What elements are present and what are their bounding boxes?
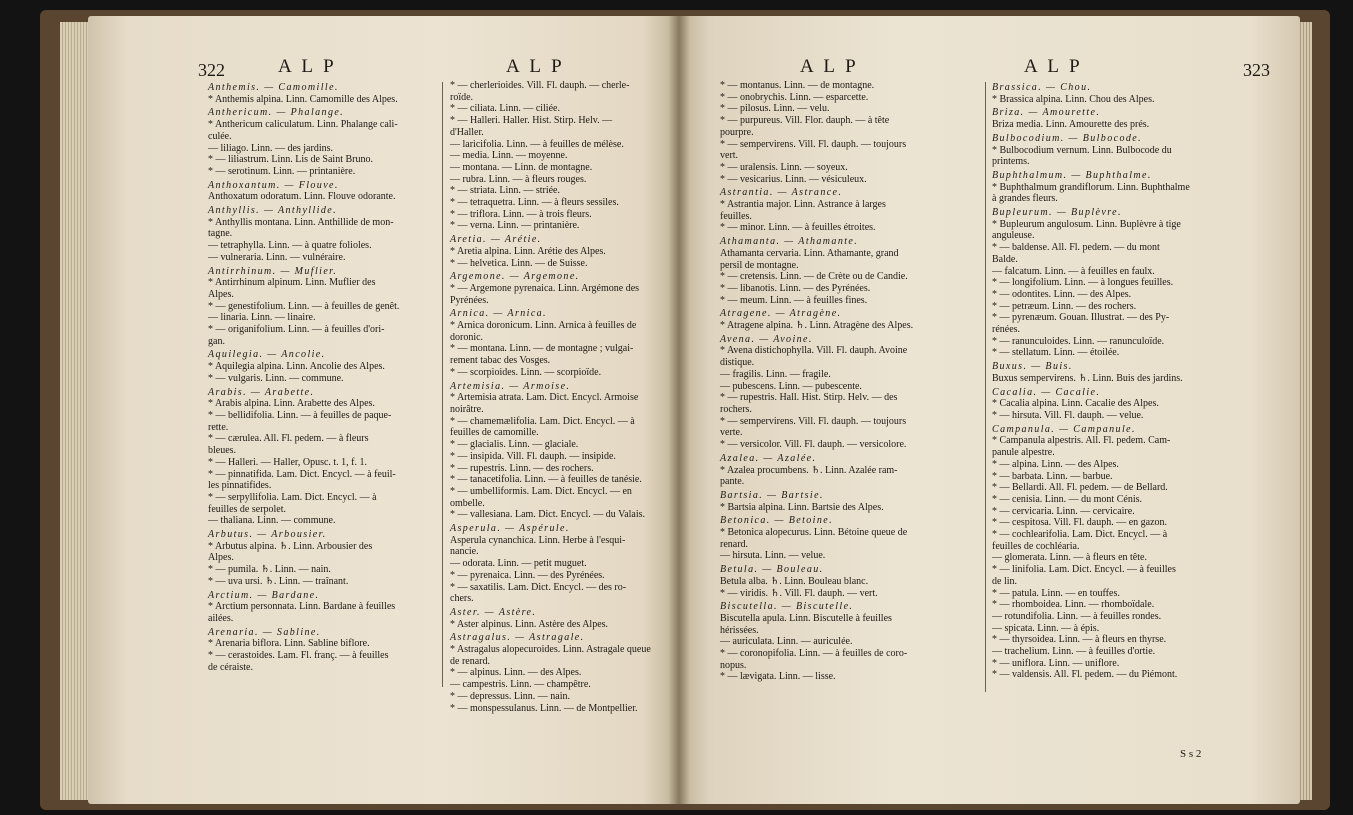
entry-line: * — lævigata. Linn. — lisse. [720, 671, 836, 683]
page-number: 323 [1243, 60, 1270, 80]
entry-line: — fragilis. Linn. — fragile. [720, 368, 831, 380]
genus-heading: Aster. — Astère. [450, 606, 537, 618]
text-column-left [720, 80, 978, 683]
entry-line: — hirsuta. Linn. — velue. [720, 550, 826, 562]
entry-line: bleues. [208, 445, 237, 457]
entry-line: ailées. [208, 612, 234, 624]
entry-line: Athamanta cervaria. Linn. Athamante, grand [720, 247, 899, 259]
entry-line: * Arenaria biflora. Linn. Sabline biflore. [208, 638, 370, 650]
genus-heading: Antirrhinum. — Muflier. [208, 265, 338, 277]
entry-line: de lin. [992, 575, 1017, 587]
entry-line: * — thyrsoidea. Linn. — à fleurs en thyrse. [992, 634, 1167, 646]
entry-line: * — serpyllifolia. Lam. Dict. Encycl. — à [208, 491, 377, 503]
entry-line: * — helvetica. Linn. — de Suisse. [450, 257, 588, 269]
genus-heading: Anthyllis. — Anthyllide. [208, 205, 337, 217]
text-column-left [208, 80, 436, 673]
genus-heading: Astrantia. — Astrance. [720, 187, 843, 199]
entry-line: * Artemisia atrata. Lam. Dict. Encycl. Armoise [450, 392, 639, 404]
entry-line: de renard. [450, 655, 490, 667]
entry-line: verte. [720, 427, 743, 439]
entry-line: * Arctium personnata. Linn. Bardane à feuilles [208, 601, 396, 613]
entry-line: * Campanula alpestris. All. Fl. pedem. Cam- [992, 435, 1171, 447]
entry-line: anguleuse. [992, 230, 1035, 242]
entry-line: * — vesicarius. Linn. — vésiculeux. [720, 173, 867, 185]
entry-line: * — liliastrum. Linn. Lis de Saint Bruno. [208, 154, 373, 166]
entry-line: printems. [992, 156, 1030, 168]
text-column-right [992, 80, 1254, 681]
entry-line: Anthoxatum odoratum. Linn. Flouve odorante. [208, 191, 396, 203]
genus-heading: Betula. — Bouleau. [720, 564, 824, 576]
entry-line: — liliago. Linn. — des jardins. [208, 142, 333, 154]
entry-line: * Cacalia alpina. Linn. Cacalie des Alpes. [992, 398, 1159, 410]
entry-line: — tetraphylla. Linn. — à quatre folioles. [208, 240, 372, 252]
entry-line: — pubescens. Linn. — pubescente. [720, 380, 862, 392]
entry-line: — laricifolia. Linn. — à feuilles de mélèse. [450, 138, 624, 150]
entry-line: Buxus sempervirens. ♄. Linn. Buis des jardins. [992, 372, 1183, 384]
entry-line: Briza media. Linn. Amourette des prés. [992, 119, 1150, 131]
entry-line: * — cretensis. Linn. — de Crète ou de Candie. [720, 271, 908, 283]
page-edges-right [1298, 22, 1312, 800]
entry-line: * — stellatum. Linn. — étoilée. [992, 347, 1120, 359]
genus-heading: Anthericum. — Phalange. [208, 107, 345, 119]
text-column-right [450, 80, 672, 714]
genus-heading: Campanula. — Campanule. [992, 423, 1136, 435]
genus-heading: Arctium. — Bardane. [208, 589, 320, 601]
entry-line: doronic. [450, 331, 484, 343]
genus-heading: Anthemis. — Camomille. [208, 82, 339, 93]
genus-heading: Aretia. — Arétie. [450, 234, 542, 246]
entry-line: * — Halleri. — Haller, Opusc. t. 1, f. 1. [208, 456, 368, 468]
entry-line: Alpes. [208, 552, 234, 564]
right-page [678, 16, 1300, 804]
page-edges-left [60, 22, 90, 800]
entry-line: * — linifolia. Lam. Dict. Encycl. — à feuilles [992, 564, 1176, 576]
entry-line: Betula alba. ♄. Linn. Bouleau blanc. [720, 575, 869, 587]
entry-line: * — serotinum. Linn. — printanière. [208, 165, 356, 177]
genus-heading: Bupleurum. — Buplèvre. [992, 207, 1122, 219]
entry-line: * Azalea procumbens. ♄. Linn. Azalée ram- [720, 464, 898, 476]
entry-line: — glomerata. Linn. — à fleurs en tête. [992, 552, 1147, 564]
entry-line: * — hirsuta. Vill. Fl. dauph. — velue. [992, 409, 1144, 421]
entry-line: — falcatum. Linn. — à feuilles en faulx. [992, 265, 1155, 277]
entry-line: * — rupestris. Hall. Hist. Stirp. Helv. — des [720, 392, 898, 404]
entry-line: * Bulbocodium vernum. Linn. Bulbocode du [992, 144, 1172, 156]
signature-mark: S s 2 [1180, 748, 1202, 760]
entry-line: * — sempervirens. Vill. Fl. dauph. — toujours [720, 415, 907, 427]
entry-line: persil de montagne. [720, 259, 799, 271]
entry-line: * — rhomboidea. Linn. — rhomboïdale. [992, 599, 1155, 611]
entry-line: — campestris. Linn. — champêtre. [450, 679, 591, 691]
entry-line: * — longifolium. Linn. — à longues feuilles. [992, 277, 1174, 289]
entry-line: * — purpureus. Vill. Flor. dauph. — à tête [720, 115, 890, 127]
entry-line: * — cervicaria. Linn. — cervicaire. [992, 505, 1135, 517]
entry-line: — media. Linn. — moyenne. [450, 150, 568, 162]
entry-line: culée. [208, 130, 232, 142]
running-head-right: A L P [506, 56, 565, 77]
entry-line: * — cenisia. Linn. — du mont Cénis. [992, 493, 1142, 505]
entry-line: * — vulgaris. Linn. — commune. [208, 372, 344, 384]
entry-line: * Antirrhinum alpinum. Linn. Muflier des [208, 277, 376, 289]
genus-heading: Avena. — Avoine. [720, 333, 813, 345]
entry-line: * Anthyllis montana. Linn. Anthillide de mon- [208, 216, 394, 228]
entry-line: Pyrénées. [450, 294, 489, 306]
running-head-right: A L P [1024, 56, 1083, 77]
entry-line: * — ranunculoides. Linn. — ranunculoïde. [992, 335, 1165, 347]
entry-line: * — striata. Linn. — striée. [450, 185, 560, 197]
entry-line: * Bartsia alpina. Linn. Bartsie des Alpes. [720, 501, 884, 513]
genus-heading: Arenaria. — Sabline. [208, 626, 321, 638]
entry-line: * Brassica alpina. Linn. Chou des Alpes. [992, 93, 1155, 105]
entry-line: * — depressus. Linn. — nain. [450, 690, 570, 702]
entry-line: * — Bellardi. All. Fl. pedem. — de Bellard. [992, 482, 1168, 494]
entry-line: renard. [720, 538, 749, 550]
entry-line: distique. [720, 357, 755, 369]
entry-line: gan. [208, 335, 225, 347]
entry-line: Alpes. [208, 288, 234, 300]
genus-heading: Athamanta. — Athamante. [720, 236, 859, 248]
entry-line: * — sempervirens. Vill. Fl. dauph. — toujours [720, 138, 907, 150]
entry-line: * — pyrenaica. Linn. — des Pyrénées. [450, 569, 605, 581]
entry-line: * — petræum. Linn. — des rochers. [992, 300, 1137, 312]
entry-line: — spicata. Linn. — à épis. [992, 622, 1100, 634]
entry-line: — rotundifolia. Linn. — à feuilles rondes. [992, 610, 1162, 622]
entry-line: * Aquilegia alpina. Linn. Ancolie des Alpes. [208, 361, 385, 373]
genus-heading: Bartsia. — Bartsie. [720, 489, 824, 501]
entry-line: * — bellidifolia. Linn. — à feuilles de paque- [208, 409, 392, 421]
entry-line: * — scorpioides. Linn. — scorpioïde. [450, 366, 602, 378]
genus-heading: Betonica. — Betoine. [720, 515, 833, 527]
genus-heading: Arbutus. — Arbousier. [208, 529, 327, 541]
entry-line: * Avena distichophylla. Vill. Fl. dauph. Avoine [720, 345, 908, 357]
entry-line: feuilles de cochléaria. [992, 540, 1080, 552]
entry-line: * Betonica alopecurus. Linn. Bétoine queue de [720, 527, 908, 539]
entry-line: * — pyrenæum. Gouan. Illustrat. — des Py- [992, 312, 1170, 324]
entry-line: * — onobrychis. Linn. — esparcette. [720, 91, 869, 103]
entry-line: * — umbelliformis. Lam. Dict. Encycl. — en [450, 485, 632, 497]
entry-line: * — cochlearifolia. Lam. Dict. Encycl. — à [992, 529, 1168, 541]
running-head-left: A L P [800, 56, 859, 77]
entry-line: * Buphthalmum grandiflorum. Linn. Buphthalme [992, 181, 1190, 193]
entry-line: vert. [720, 150, 739, 162]
entry-line: * — Argemone pyrenaica. Linn. Argémone des [450, 282, 640, 294]
entry-line: rette. [208, 421, 229, 433]
entry-line: * — genestifolium. Linn. — à feuilles de genêt. [208, 300, 400, 312]
entry-line: * — cærulea. All. Fl. pedem. — à fleurs [208, 433, 369, 445]
entry-line: feuilles de serpolet. [208, 503, 287, 515]
entry-line: * — barbata. Linn. — barbue. [992, 470, 1113, 482]
entry-line: rement tabac des Vosges. [450, 355, 551, 367]
column-rule [442, 82, 443, 687]
entry-line: * — uralensis. Linn. — soyeux. [720, 161, 848, 173]
entry-line: * — montanus. Linn. — de montagne. [720, 80, 875, 91]
entry-line: à grandes fleurs. [992, 193, 1058, 205]
entry-line: * — ciliata. Linn. — ciliée. [450, 103, 560, 115]
entry-line: * Anthericum caliculatum. Linn. Phalange cali- [208, 119, 398, 131]
entry-line: * — glacialis. Linn. — glaciale. [450, 439, 579, 451]
entry-line: * — patula. Linn. — en touffes. [992, 587, 1120, 599]
genus-heading: Cacalia. — Cacalie. [992, 386, 1101, 398]
entry-line: rochers. [720, 403, 752, 415]
entry-line: * Aster alpinus. Linn. Astère des Alpes. [450, 618, 609, 630]
entry-line: * — insipida. Vill. Fl. dauph. — insipide. [450, 450, 616, 462]
entry-line: * — monspessulanus. Linn. — de Montpellier. [450, 702, 638, 714]
entry-line: de céraiste. [208, 661, 253, 673]
entry-line: * — cespitosa. Vill. Fl. dauph. — en gazon. [992, 517, 1168, 529]
genus-heading: Anthoxantum. — Flouve. [208, 179, 339, 191]
entry-line: * — pilosus. Linn. — velu. [720, 103, 830, 115]
genus-heading: Aquilegia. — Ancolie. [208, 349, 326, 361]
entry-line: * — meum. Linn. — à feuilles fines. [720, 294, 868, 306]
entry-line: * — cherlerioides. Vill. Fl. dauph. — cherle- [450, 80, 630, 91]
entry-line: Biscutella apula. Linn. Biscutelle à feuilles [720, 612, 892, 624]
genus-heading: Artemisia. — Armoise. [450, 380, 571, 392]
entry-line: * — baldense. All. Fl. pedem. — du mont [992, 242, 1160, 254]
entry-line: * — verna. Linn. — printanière. [450, 220, 580, 232]
entry-line: * Anthemis alpina. Linn. Camomille des Alpes. [208, 93, 398, 105]
genus-heading: Bulbocodium. — Bulbocode. [992, 132, 1142, 144]
entry-line: * Atragene alpina. ♄. Linn. Atragène des Alpes. [720, 320, 914, 332]
genus-heading: Briza. — Amourette. [992, 107, 1101, 119]
entry-line: * — pumila. ♄. Linn. — nain. [208, 564, 331, 576]
entry-line: nancie. [450, 546, 479, 558]
entry-line: * — Halleri. Haller. Hist. Stirp. Helv. — [450, 115, 613, 127]
entry-line: * — versicolor. Vill. Fl. dauph. — versicolore. [720, 439, 907, 451]
entry-line: * — tanacetifolia. Linn. — à feuilles de tanésie. [450, 474, 642, 486]
entry-line: * — uniflora. Linn. — uniflore. [992, 657, 1120, 669]
entry-line: pante. [720, 476, 745, 488]
genus-heading: Azalea. — Azalée. [720, 452, 817, 464]
entry-line: * — alpina. Linn. — des Alpes. [992, 458, 1119, 470]
gutter-shadow [668, 16, 690, 804]
entry-line: d'Haller. [450, 126, 484, 138]
genus-heading: Arnica. — Arnica. [450, 308, 547, 320]
entry-line: * Arbutus alpina. ♄. Linn. Arbousier des [208, 540, 373, 552]
entry-line: * — tetraquetra. Linn. — à fleurs sessiles. [450, 197, 619, 209]
entry-line: nopus. [720, 659, 747, 671]
entry-line: tagne. [208, 228, 233, 240]
entry-line: * — cerastoides. Lam. Fl. franç. — à feuilles [208, 650, 389, 662]
entry-line: * Bupleurum angulosum. Linn. Buplèvre à tige [992, 218, 1181, 230]
entry-line: * — uva ursi. ♄. Linn. — traînant. [208, 575, 349, 587]
entry-line: * — coronopifolia. Linn. — à feuilles de coro- [720, 648, 908, 660]
entry-line: — odorata. Linn. — petit muguet. [450, 558, 587, 570]
genus-heading: Buxus. — Buis. [992, 361, 1073, 373]
entry-line: * — saxatilis. Lam. Dict. Encycl. — des ro- [450, 581, 627, 593]
genus-heading: Buphthalmum. — Buphthalme. [992, 169, 1152, 181]
entry-line: chers. [450, 593, 474, 605]
entry-line: * — triflora. Linn. — à trois fleurs. [450, 208, 592, 220]
entry-line: * — chamemælifolia. Lam. Dict. Encycl. — à [450, 415, 635, 427]
entry-line: * — vallesiana. Lam. Dict. Encycl. — du Valais. [450, 509, 646, 521]
entry-line: noirâtre. [450, 403, 484, 415]
running-head-left: A L P [278, 56, 337, 77]
left-page [88, 16, 678, 804]
entry-line: — vulneraria. Linn. — vulnéraire. [208, 251, 346, 263]
genus-heading: Astragalus. — Astragale. [450, 632, 585, 644]
entry-line: * — alpinus. Linn. — des Alpes. [450, 667, 582, 679]
entry-line: Balde. [992, 253, 1018, 265]
entry-line: * — viridis. ♄. Vill. Fl. dauph. — vert. [720, 587, 878, 599]
entry-line: Asperula cynanchica. Linn. Herbe à l'esqui- [450, 534, 626, 546]
entry-line: * Arnica doronicum. Linn. Arnica à feuilles de [450, 320, 637, 332]
genus-heading: Biscutella. — Biscutelle. [720, 601, 854, 613]
entry-line: pourpre. [720, 126, 754, 138]
entry-line: * Aretia alpina. Linn. Arétie des Alpes. [450, 245, 606, 257]
entry-line: * Astrantia major. Linn. Astrance à larges [720, 199, 886, 211]
genus-heading: Atragene. — Atragène. [720, 308, 842, 320]
entry-line: * Arabis alpina. Linn. Arabette des Alpes. [208, 398, 375, 410]
entry-line: * — montana. Linn. — de montagne ; vulgai- [450, 343, 634, 355]
genus-heading: Asperula. — Aspérule. [450, 523, 570, 535]
entry-line: * — rupestris. Linn. — des rochers. [450, 462, 594, 474]
entry-line: * — odontites. Linn. — des Alpes. [992, 288, 1132, 300]
entry-line: ombelle. [450, 497, 485, 509]
entry-line: * Astragalus alopecuroides. Linn. Astragale queue [450, 644, 651, 656]
entry-line: * — origanifolium. Linn. — à feuilles d'ori- [208, 324, 385, 336]
entry-line: rénées. [992, 324, 1021, 336]
genus-heading: Brassica. — Chou. [992, 82, 1092, 93]
entry-line: — linaria. Linn. — linaire. [208, 312, 316, 324]
entry-line: hérissées. [720, 624, 759, 636]
entry-line: — montana. — Linn. de montagne. [450, 161, 593, 173]
entry-line: — auriculata. Linn. — auriculée. [720, 636, 853, 648]
entry-line: * — minor. Linn. — à feuilles étroites. [720, 222, 876, 234]
entry-line: — thaliana. Linn. — commune. [208, 515, 336, 527]
genus-heading: Argemone. — Argemone. [450, 271, 580, 283]
entry-line: * — valdensis. All. Fl. pedem. — du Piémont. [992, 669, 1178, 681]
entry-line: — rubra. Linn. — à fleurs rouges. [450, 173, 587, 185]
entry-line: * — pinnatifida. Lam. Dict. Encycl. — à feuil- [208, 468, 396, 480]
entry-line: feuilles de camomille. [450, 427, 539, 439]
page-number: 322 [198, 60, 225, 80]
entry-line: * — libanotis. Linn. — des Pyrénées. [720, 282, 871, 294]
entry-line: — trachelium. Linn. — à feuilles d'ortie. [992, 646, 1156, 658]
entry-line: les pinnatifides. [208, 480, 272, 492]
entry-line: panule alpestre. [992, 447, 1055, 459]
genus-heading: Arabis. — Arabette. [208, 386, 315, 398]
entry-line: feuilles. [720, 210, 752, 222]
entry-line: roïde. [450, 91, 474, 103]
column-rule [985, 82, 986, 692]
